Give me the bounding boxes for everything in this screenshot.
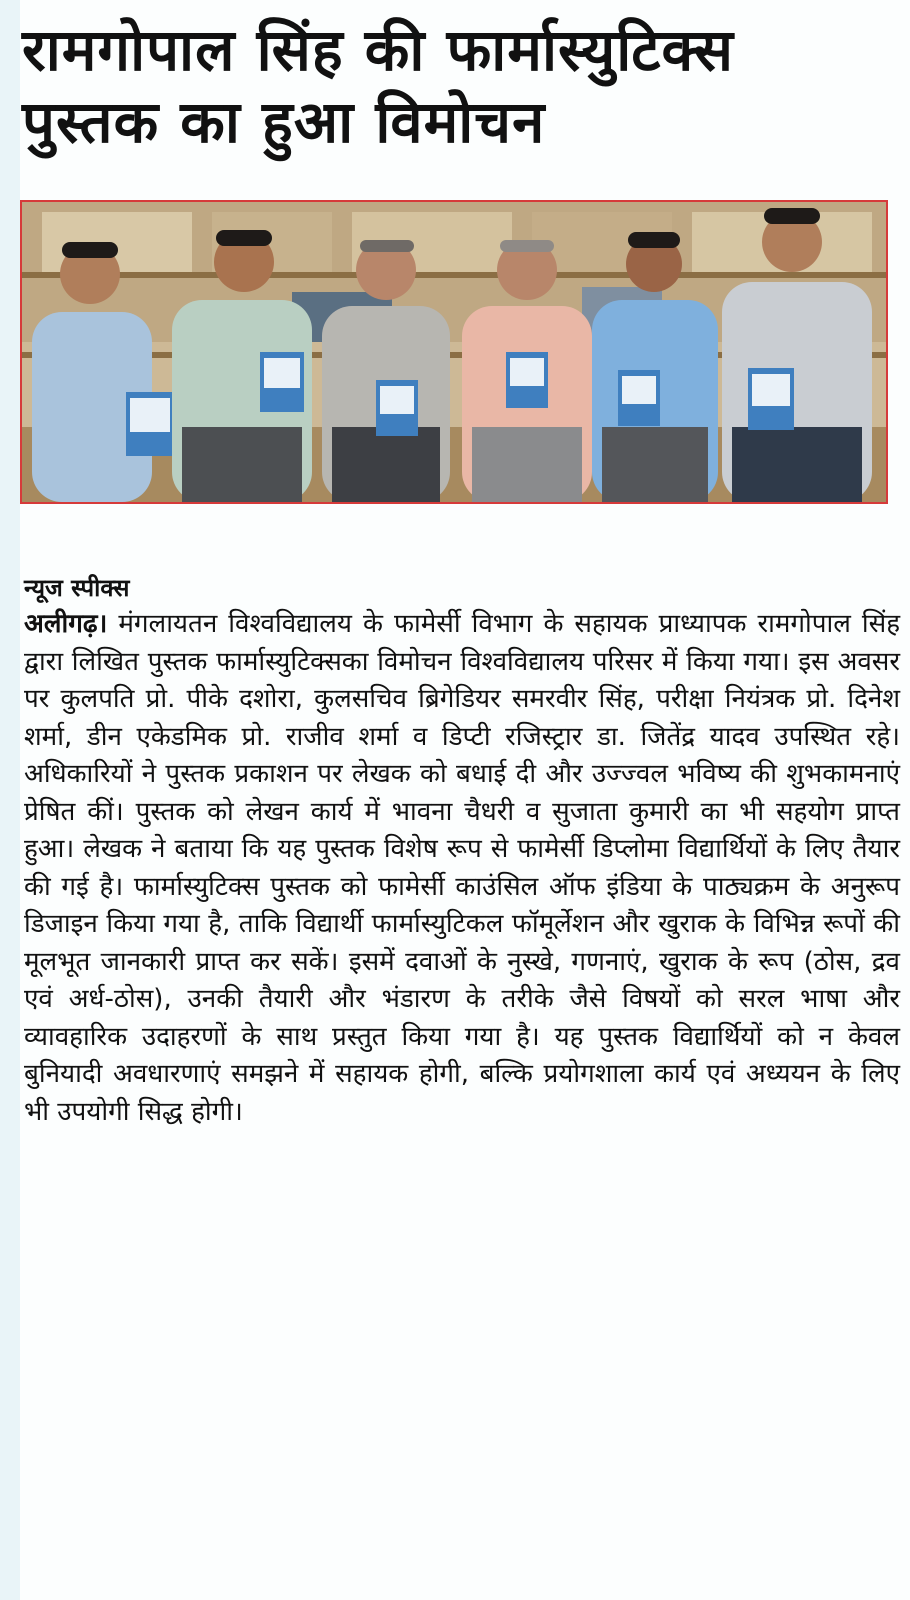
book-launch-photo [20, 200, 888, 504]
article [24, 570, 900, 1131]
headline-line-1: रामगोपाल सिंह की फार्मास्युटिक्स [22, 16, 734, 84]
byline: न्यूज स्पीक्स [24, 574, 130, 602]
page-margin-strip [0, 0, 20, 1600]
article-body-text: मंगलायतन विश्वविद्यालय के फामेर्सी विभाग के सहायक प्राध्यापक रामगोपाल सिंह द्वारा लिखित पुस्तक फार्मास्युटिक्सका विमोचन विश्वविद्यालय परिसर में किया गया। इस अवसर पर कुलपति प्रो. पीके दशोरा, कुलसचिव ब्रिगेडियर समरवीर सिंह, परीक्षा नियंत्रक प्रो. दिनेश शर्मा, डीन एकेडमिक प्रो. राजीव शर्मा व डिप्टी रजिस्ट्रार डा. जितेंद्र यादव उपस्थित रहे। अधिकारियों ने पुस्तक प्रकाशन पर लेखक को बधाई दी और उज्ज्वल भविष्य की शुभकामनाएं प्रेषित कीं। पुस्तक को लेखन कार्य में भावना चैधरी व सुजाता कुमारी का भी सहयोग प्राप्त हुआ। लेखक ने बताया कि यह पुस्तक विशेष रूप से फामेर्सी डिप्लोमा विद्यार्थियों के लिए तैयार की गई है। फार्मास्युटिक्स पुस्तक को फामेर्सी काउंसिल ऑफ इंडिया के पाठ्यक्रम के अनुरूप डिजाइन किया गया है, ताकि विद्यार्थी फार्मास्युटिकल फॉमूर्लेशन और खुराक के विभिन्न रूपों की मूलभूत जानकारी प्राप्त कर सकें। इसमें दवाओं के नुस्खे, गणनाएं, खुराक के रूप (ठोस, द्रव एवं अर्ध-ठोस), उनकी तैयारी और भंडारण के तरीके जैसे विषयों को सरल भाषा और व्यावहारिक उदाहरणों के साथ प्रस्तुत किया गया है। यह पुस्तक विद्यार्थियों को न केवल बुनियादी अवधारणाएं समझने में सहायक होगी, बल्कि प्रयोगशाला कार्य एवं अध्ययन के लिए भी उपयोगी सिद्ध होगी। [24, 609, 901, 1127]
article-body [24, 606, 900, 1131]
group-photo-icon [22, 202, 886, 502]
headline [22, 14, 902, 158]
headline-line-2: पुस्तक का हुआ विमोचन [22, 88, 546, 156]
dateline: अलीगढ़। [24, 609, 108, 639]
